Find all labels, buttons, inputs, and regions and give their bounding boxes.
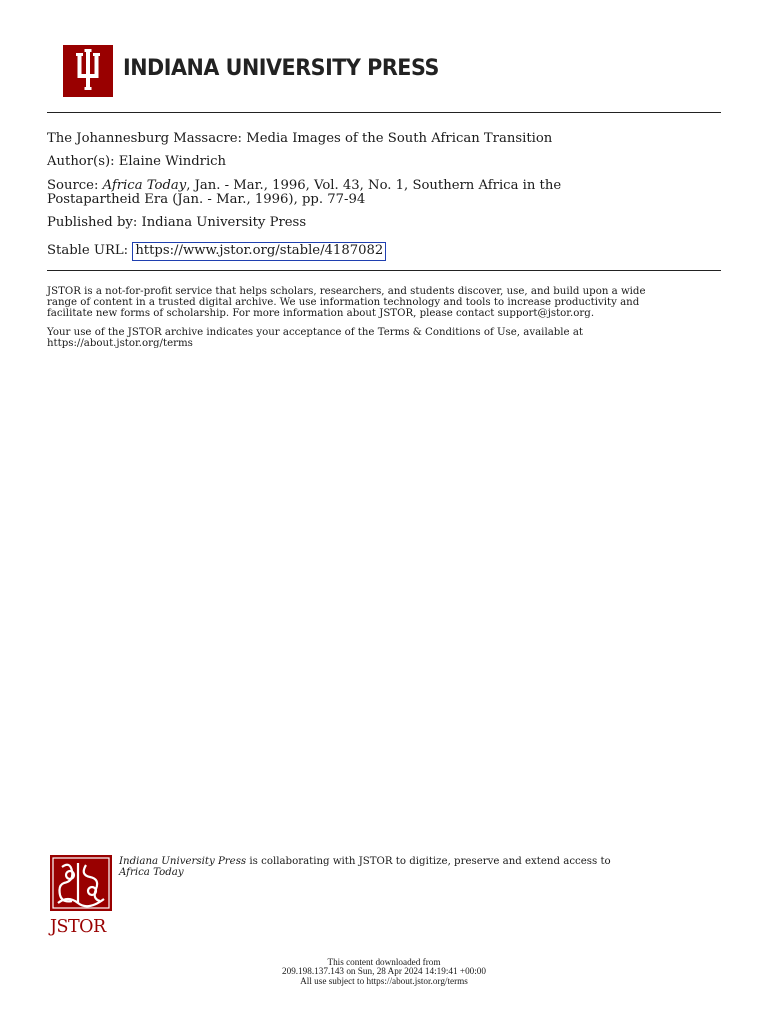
jstor-wordmark: JSTOR — [50, 917, 106, 937]
published-by-label: Published by: — [47, 215, 138, 230]
terms-url: https://about.jstor.org/terms — [47, 338, 193, 349]
publisher-value: Indiana University Press — [141, 215, 307, 230]
header-divider — [47, 112, 721, 113]
published-by-line — [47, 216, 306, 230]
stable-url-label: Stable URL: — [47, 243, 129, 258]
terms-paragraph — [47, 327, 723, 349]
authors-line — [47, 155, 226, 169]
about-jstor-line: facilitate new forms of scholarship. For more information about JSTOR, please contact support@jstor.org. — [47, 308, 595, 319]
jstor-logo — [50, 855, 114, 937]
about-jstor-line: JSTOR is a not-for-profit service that helps scholars, researchers, and students discover, use, and build upon a wide — [47, 286, 646, 297]
collab-text: is collaborating with JSTOR to digitize, preserve and extend access to — [246, 856, 611, 867]
about-jstor-line: range of content in a trusted digital archive. We use information technology and tools to increase productivity and — [47, 297, 640, 308]
about-jstor-paragraph — [47, 286, 723, 319]
collaboration-note — [119, 856, 719, 878]
source-label: Source: — [47, 178, 99, 193]
source-line — [47, 179, 561, 193]
journal-name: Africa Today — [102, 178, 187, 193]
metadata-divider — [47, 270, 721, 271]
collab-journal: Africa Today — [119, 867, 184, 878]
source-details: , Jan. - Mar., 1996, Vol. 43, No. 1, Southern Africa in the — [186, 178, 562, 193]
indiana-university-trident-logo-icon — [63, 45, 113, 97]
publisher-wordmark: INDIANA UNIVERSITY PRESS — [123, 56, 439, 81]
authors-value: Elaine Windrich — [118, 154, 227, 169]
footer-line: All use subject to https://about.jstor.org/terms — [300, 975, 468, 986]
stable-url-link[interactable]: https://www.jstor.org/stable/4187082 — [132, 242, 386, 261]
article-title: The Johannesburg Massacre: Media Images of the South African Transition — [47, 131, 553, 146]
jstor-ornament-icon — [50, 855, 112, 911]
stable-url-line — [47, 242, 386, 261]
download-footer — [200, 958, 568, 986]
authors-label: Author(s): — [47, 154, 115, 169]
footer-line: 209.198.137.143 on Sun, 28 Apr 2024 14:19:41 +00:00 — [282, 966, 486, 977]
collab-publisher: Indiana University Press — [119, 856, 247, 867]
terms-line: Your use of the JSTOR archive indicates your acceptance of the Terms & Conditions of Use, available at — [47, 327, 583, 338]
source-details-continued: Postapartheid Era (Jan. - Mar., 1996), pp. 77-94 — [47, 192, 366, 207]
footer-line: This content downloaded from — [327, 957, 441, 967]
